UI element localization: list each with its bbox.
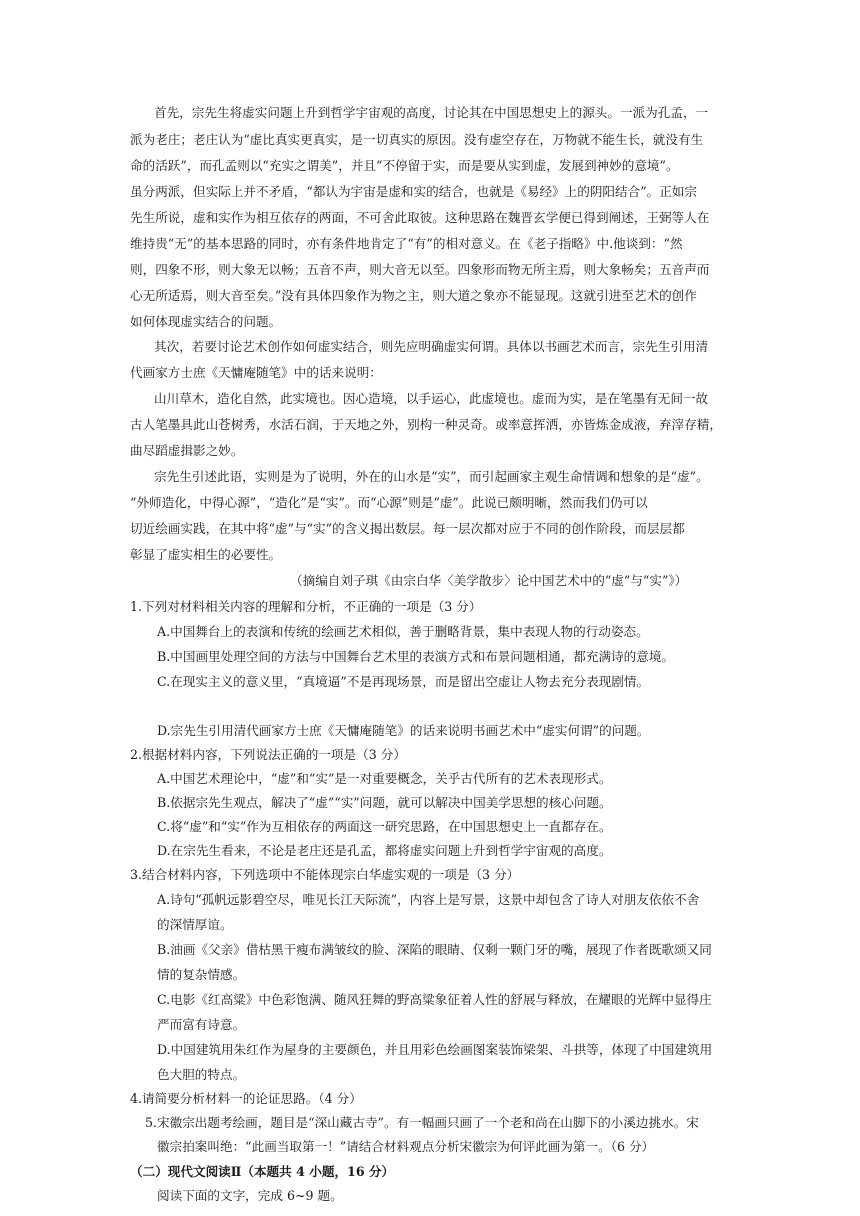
question-3-stem: 3.结合材料内容，下列选项中不能体现宗白华虚实观的一项是（3 分）: [130, 867, 520, 882]
passage-p1-line: 派为老庄；老庄认为“虚比真实更真实，是一切真实的原因。没有虚空存在，万物就不能生长，就没有生: [130, 132, 704, 147]
q3-option-b-cont: 情的复杂情感。: [157, 967, 246, 982]
quote-line: 山川草木，造化自然，此实境也。因心造境，以手运心，此虚境也。虚而为实，是在笔墨有无间一故: [154, 391, 709, 406]
passage-p2-line: 其次，若要讨论艺术创作如何虚实结合，则先应明确虚实何谓。具体以书画艺术而言，宗先生引用清: [154, 339, 709, 354]
q3-option-a: A.诗句“孤帆远影碧空尽，唯见长江天际流”，内容上是写景，这景中却包含了诗人对朋友依依不舍: [157, 892, 700, 907]
passage-p1-line: 命的活跃”，而孔孟则以“充实之谓美”，并且“不停留于实，而是要从实到虚，发展到神妙的意境”。: [130, 158, 679, 173]
q3-option-a-cont: 的深情厚谊。: [157, 917, 233, 932]
q3-option-c: C.电影《红高粱》中色彩饱满、随风狂舞的野高粱象征着人性的舒展与释放，在耀眼的光辉中显得庄: [157, 992, 712, 1007]
q1-option-a: A.中国舞台上的表演和传统的绘画艺术相似，善于删略背景，集中表现人物的行动姿态。: [157, 624, 649, 639]
passage-p1-line: 则，四象不形，则大象无以畅；五音不声，则大音无以至。四象形而物无所主焉，则大象畅矣；五音声而: [130, 262, 710, 277]
q2-option-c: C.将“虚”和“实”作为互相依存的两面这一研究思路，在中国思想史上一直都存在。: [157, 819, 612, 834]
q3-option-d-cont: 色大胆的特点。: [157, 1067, 246, 1082]
question-1-stem: 1.下列对材料相关内容的理解和分析，不正确的一项是（3 分）: [130, 599, 482, 614]
question-5-line: 5.宋徽宗出题考绘画，题目是“深山藏古寺”。有一幅画只画了一个老和尚在山脚下的小溪边挑水。宋: [145, 1115, 699, 1130]
q2-option-a: A.中国艺术理论中，“虚”和“实”是一对重要概念，关乎古代所有的艺术表现形式。: [157, 771, 612, 786]
passage-p3-line: “外师造化，中得心源”，“造化”是“实”。而“心源”则是“虚”。此说已颇明晰，然而我们仍可以: [130, 495, 648, 510]
passage-p1-line: 心无所适焉，则大音至矣。”没有具体四象作为物之主，则大道之象亦不能显现。这就引进至艺术的创作: [130, 288, 697, 303]
passage-p1-line: 维持贵“无”的基本思路的同时，亦有条件地肯定了“有”的相对意义。在《老子指略》中.他谈到：“然: [130, 236, 683, 251]
question-5-line: 徽宗拍案叫绝：“此画当取第一！”请结合材料观点分析宋徽宗为何评此画为第一。（6 分）: [157, 1139, 655, 1154]
passage-p3-line: 切近绘画实践，在其中将“虚”与“实”的含义揭出数层。每一层次都对应于不同的创作阶段，而层层都: [130, 521, 685, 536]
q3-option-c-cont: 严而富有诗意。: [157, 1017, 246, 1032]
passage-p1-line: 首先，宗先生将虚实问题上升到哲学宇宙观的高度，讨论其在中国思想史上的源头。一派为孔孟，一: [154, 105, 709, 120]
passage-p3-line: 宗先生引述此语，实则是为了说明，外在的山水是“实”，而引起画家主观生命情调和想象的是“虚”。: [154, 469, 709, 484]
q1-option-c: C.在现实主义的意义里，“真境逼”不是再现场景，而是留出空虚让人物去充分表现剧情。: [157, 674, 650, 689]
question-4-stem: 4.请简要分析材料一的论证思路。（4 分）: [130, 1091, 362, 1106]
quote-line: 曲尽蹈虚揖影之妙。: [130, 443, 244, 458]
passage-p1-line: 虽分两派，但实际上并不矛盾，“都认为宇宙是虚和实的结合，也就是《易经》上的阴阳结合”。正如宗: [130, 184, 698, 199]
source-citation: （摘编自刘子琪《由宗白华〈美学散步〉论中国艺术中的“虚”与“实”》）: [290, 573, 688, 588]
passage-p3-line: 彰显了虚实相生的必要性。: [130, 547, 282, 562]
quote-line: 古人笔墨具此山苍树秀，水活石润，于天地之外，别构一种灵奇。或率意挥洒，亦皆炼金成液，弃滓存精，: [130, 417, 722, 432]
passage-p1-line: 如何体现虚实结合的问题。: [130, 314, 282, 329]
question-2-stem: 2.根据材料内容，下列说法正确的一项是（3 分）: [130, 747, 406, 762]
q2-option-b: B.依据宗先生观点，解决了“虚”“实”问题，就可以解决中国美学思想的核心问题。: [157, 795, 612, 810]
q2-option-d: D.在宗先生看来，不论是老庄还是孔孟，都将虚实问题上升到哲学宇宙观的高度。: [157, 843, 612, 858]
q1-option-d: D.宗先生引用清代画家方士庶《天慵庵随笔》的话来说明书画艺术中“虚实何谓”的问题。: [157, 723, 650, 738]
passage-p1-line: 先生所说，虚和实作为相互依存的两面，不可舍此取彼。这种思路在魏晋玄学便已得到阐述，王弼等人在: [130, 210, 710, 225]
q3-option-d: D.中国建筑用朱红作为屋身的主要颜色，并且用彩色绘画图案装饰梁架、斗拱等，体现了中国建筑用: [157, 1042, 713, 1057]
passage-p2-line: 代画家方士庶《天慵庵随笔》中的话来说明：: [130, 365, 382, 380]
section-2-instruction: 阅读下面的文字，完成 6~9 题。: [157, 1188, 343, 1203]
q1-option-b: B.中国画里处理空间的方法与中国舞台艺术里的表演方式和布景问题相通，都充满诗的意境。: [157, 649, 675, 664]
q3-option-b: B.油画《父亲》借枯黑干瘦布满皱纹的脸、深陷的眼睛、仅剩一颗门牙的嘴，展现了作者既歌颂又同: [157, 942, 712, 957]
section-2-title: （二）现代文阅读Ⅱ（本题共 4 小题，16 分）: [130, 1164, 395, 1179]
